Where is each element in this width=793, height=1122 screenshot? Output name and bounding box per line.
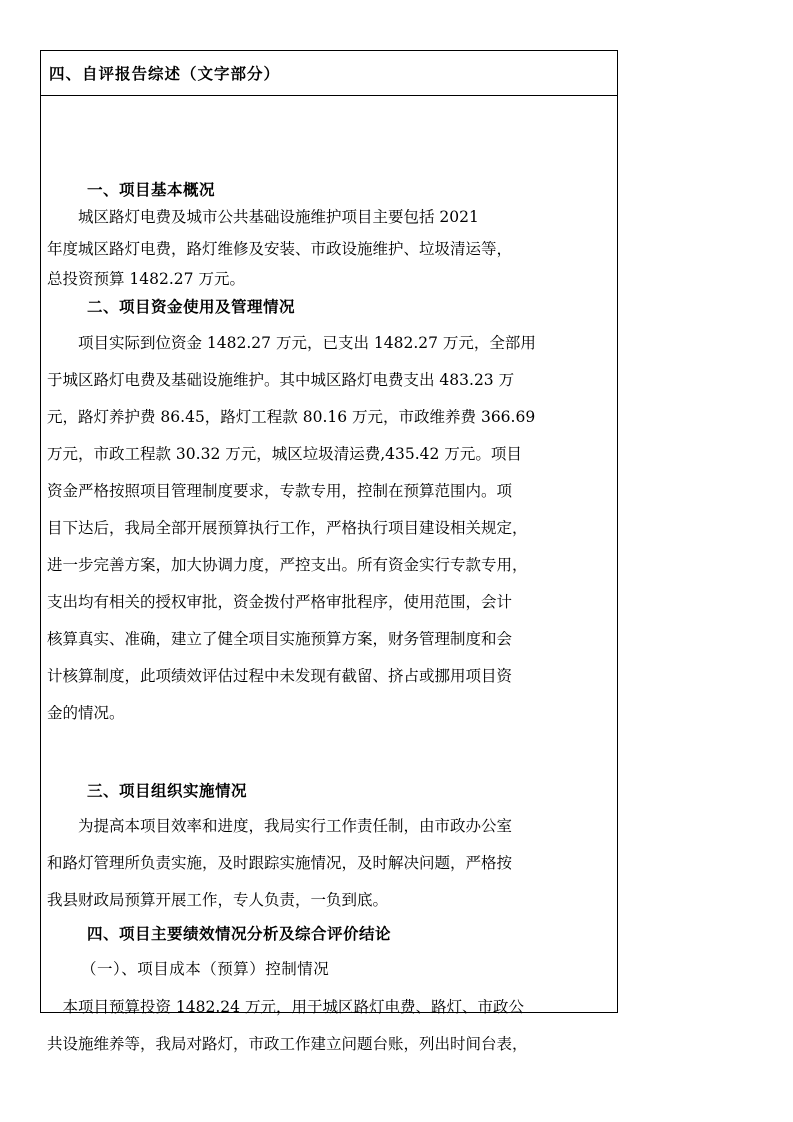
heading-fund-usage: 二、项目资金使用及管理情况	[87, 298, 296, 316]
heading-basic-overview: 一、项目基本概况	[87, 181, 216, 199]
paragraph-line: 项目实际到位资金 1482.27 万元，已支出 1482.27 万元，全部用	[47, 334, 536, 352]
paragraph-line: 元，路灯养护费 86.45，路灯工程款 80.16 万元，市政维养费 366.69	[47, 408, 536, 426]
paragraph-line: 总投资预算 1482.27 万元。	[47, 270, 245, 288]
subheading-cost-control: （一）、项目成本（预算）控制情况	[81, 960, 330, 978]
paragraph-line: 进一步完善方案，加大协调力度，严控支出。所有资金实行专款专用，	[47, 556, 528, 574]
paragraph-line: 城区路灯电费及城市公共基础设施维护项目主要包括 2021	[47, 208, 479, 226]
paragraph-line: 于城区路灯电费及基础设施维护。其中城区路灯电费支出 483.23 万	[47, 371, 515, 389]
section-header: 四、自评报告综述（文字部分）	[41, 51, 617, 96]
paragraph-line: 和路灯管理所负责实施，及时跟踪实施情况，及时解决问题，严格按	[47, 854, 513, 872]
paragraph-line: 年度城区路灯电费，路灯维修及安装、市政设施维护、垃圾清运等，	[47, 240, 513, 258]
paragraph-line: 计核算制度，此项绩效评估过程中未发现有截留、挤占或挪用项目资	[47, 667, 513, 685]
document-table-frame	[40, 50, 618, 1053]
paragraph-line: 我县财政局预算开展工作，专人负责，一负到底。	[47, 891, 389, 909]
paragraph-line: 资金严格按照项目管理制度要求，专款专用，控制在预算范围内。项	[47, 482, 513, 500]
paragraph-line: 支出均有相关的授权审批，资金拨付严格审批程序，使用范围，会计	[47, 593, 513, 611]
paragraph-line: 共设施维养等，我局对路灯，市政工作建立问题台账，列出时间台表，	[47, 1035, 528, 1053]
paragraph-line: 金的情况。	[47, 704, 125, 722]
paragraph-line: 为提高本项目效率和进度，我局实行工作责任制，由市政办公室	[47, 817, 513, 835]
paragraph-line: 本项目预算投资 1482.24 万元，用于城区路灯电费、路灯、市政公	[47, 998, 524, 1016]
paragraph-line: 核算真实、准确，建立了健全项目实施预算方案，财务管理制度和会	[47, 630, 513, 648]
heading-implementation: 三、项目组织实施情况	[87, 782, 248, 800]
paragraph-line: 目下达后，我局全部开展预算执行工作，严格执行项目建设相关规定，	[47, 519, 528, 537]
paragraph-line: 万元，市政工程款 30.32 万元，城区垃圾清运费,435.42 万元。项目	[47, 445, 522, 463]
heading-performance-analysis: 四、项目主要绩效情况分析及综合评价结论	[87, 925, 392, 943]
